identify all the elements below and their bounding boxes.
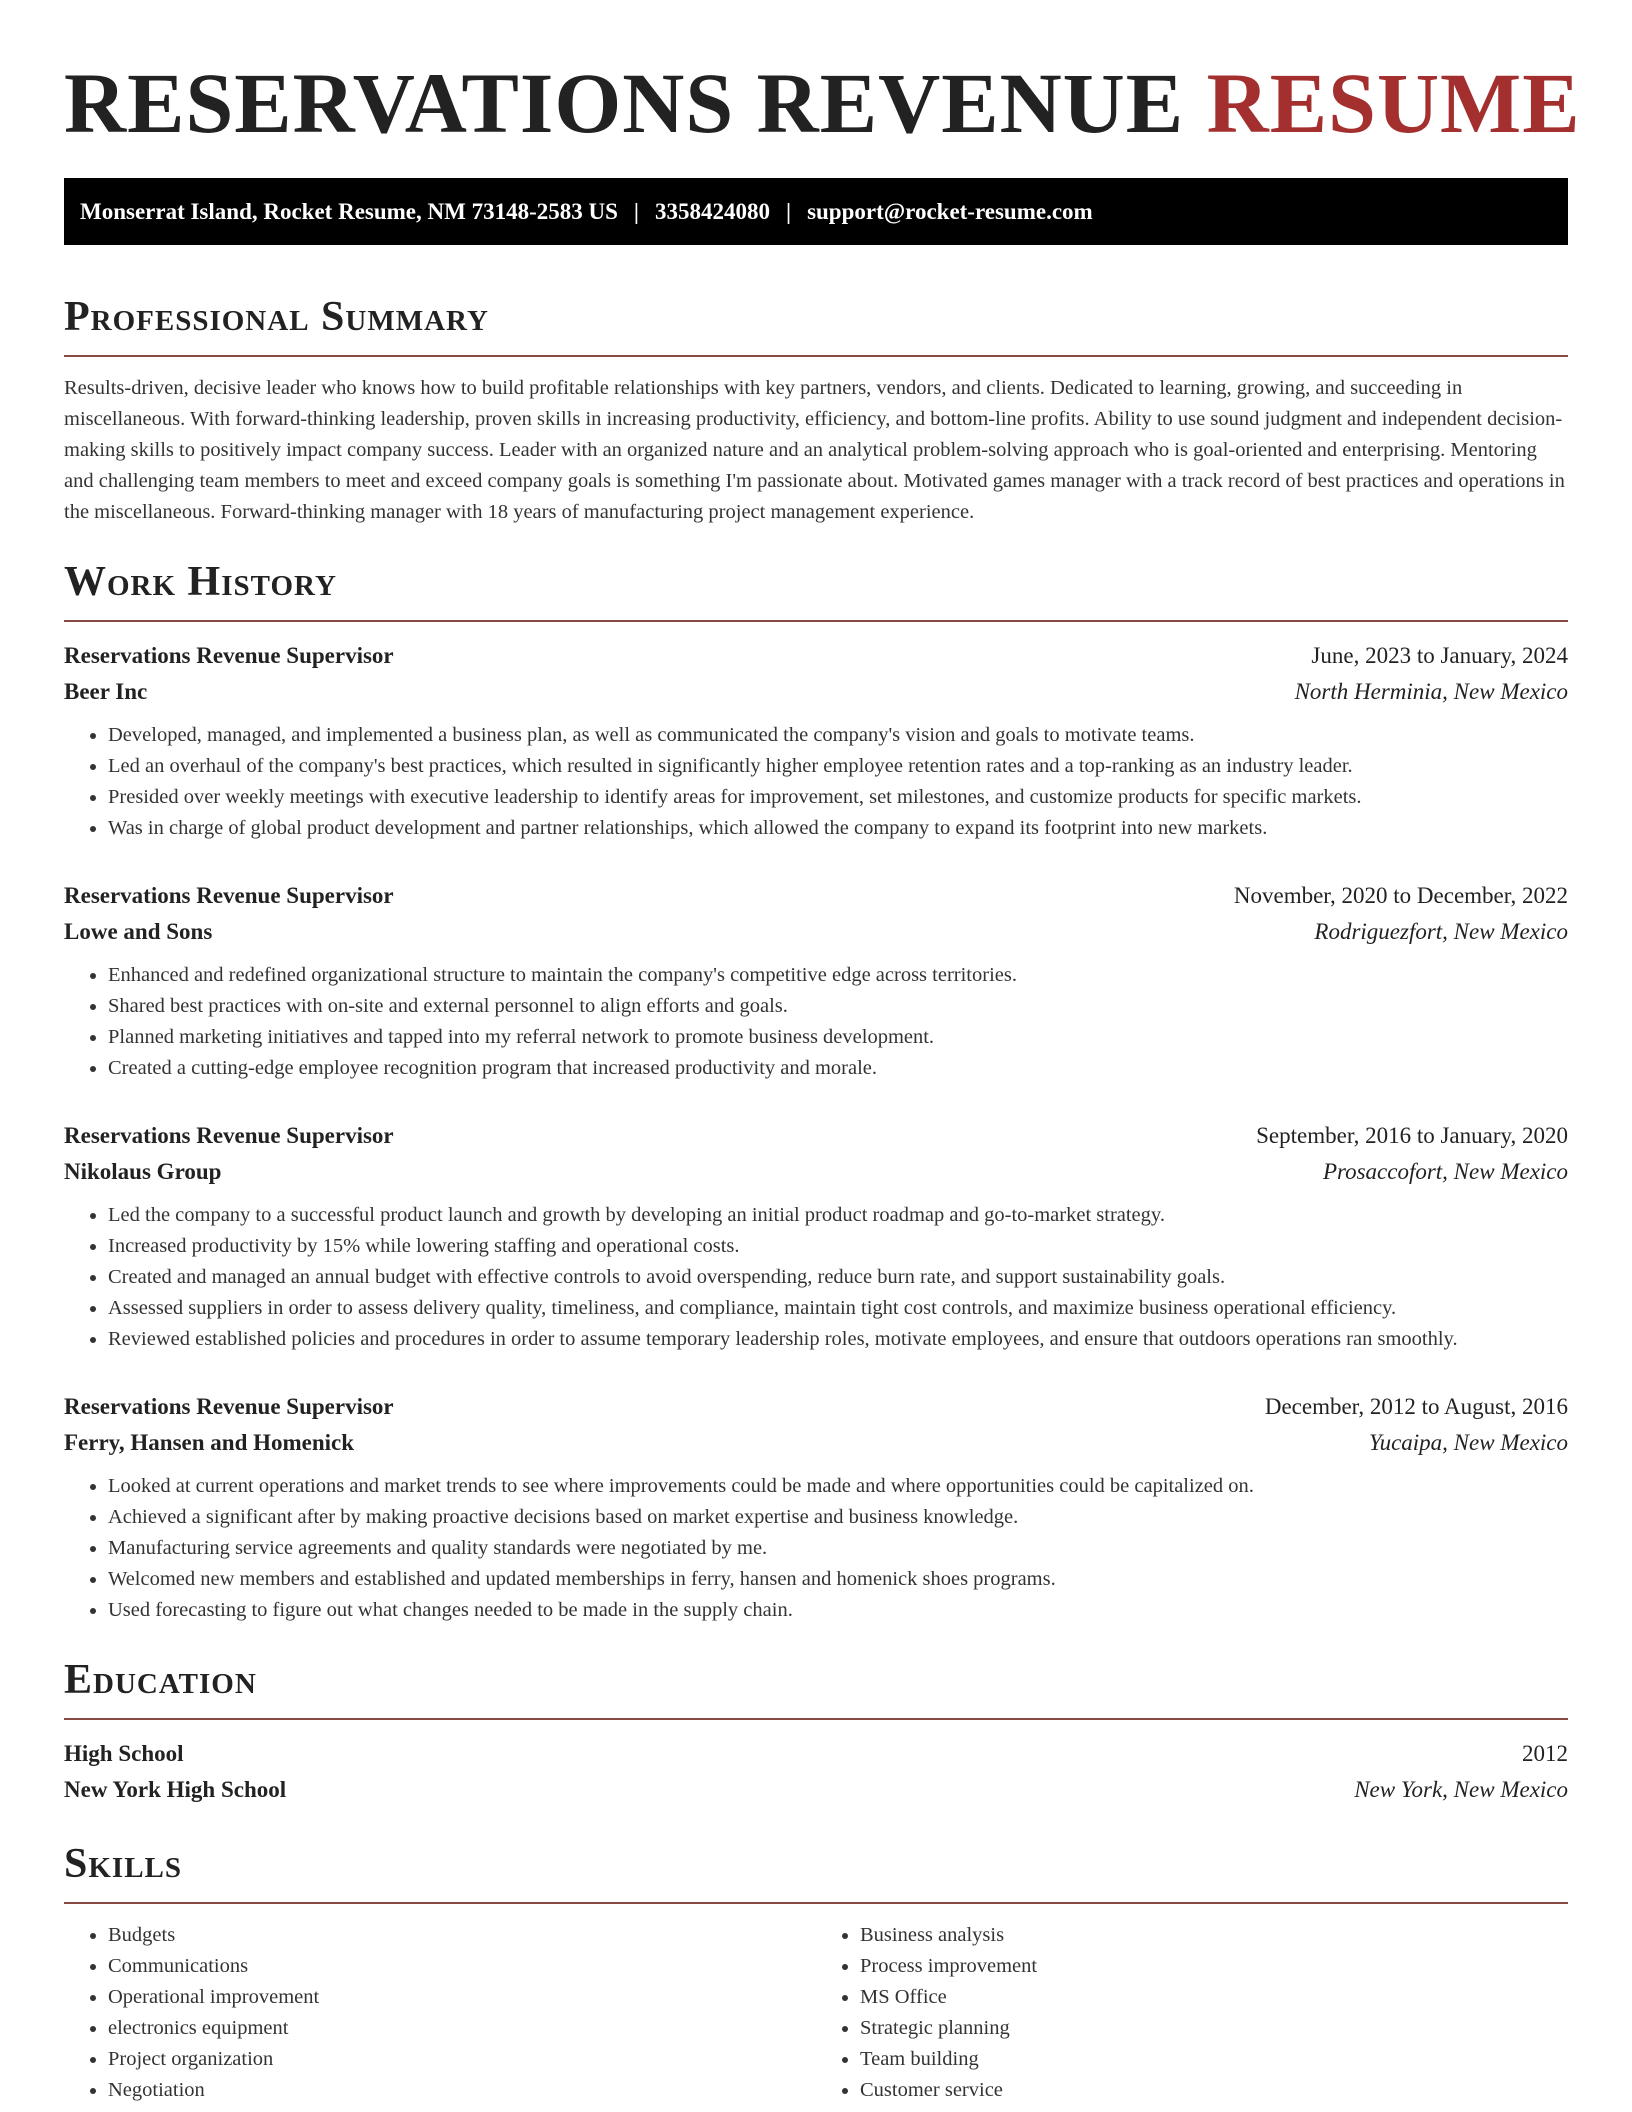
contact-phone: 3358424080 xyxy=(654,198,770,224)
job-bullet: • Assessed suppliers in order to assess delivery quality, timeliness, and compliance, maintain tight cost controls, and maximize business operational efficiency. xyxy=(108,1293,1568,1324)
education-year: 2012 xyxy=(1522,1741,1568,1766)
section-divider xyxy=(64,1718,1568,1720)
education-section xyxy=(64,1654,1568,1808)
contact-email: support@rocket-resume.com xyxy=(807,198,1093,224)
skill-item: • MS Office xyxy=(860,1982,1568,2013)
job-company: Nikolaus Group xyxy=(64,1159,222,1184)
job-location: Rodriguezfort, New Mexico xyxy=(1314,919,1568,944)
job-location: Yucaipa, New Mexico xyxy=(1368,1430,1568,1455)
job-title: Reservations Revenue Supervisor xyxy=(64,883,394,908)
job-location: Prosaccofort, New Mexico xyxy=(1322,1159,1568,1184)
title-main: RESERVATIONS REVENUE xyxy=(64,55,1185,151)
job-company: Ferry, Hansen and Homenick xyxy=(64,1430,355,1455)
skill-item: • Strategic planning xyxy=(860,2013,1568,2044)
job-bullet: • Achieved a significant after by making proactive decisions based on market expertise and business knowledge. xyxy=(108,1502,1568,1533)
job-bullet: • Manufacturing service agreements and quality standards were negotiated by me. xyxy=(108,1533,1568,1564)
section-divider xyxy=(64,355,1568,357)
job-bullets xyxy=(64,1471,1568,1626)
work-history-heading: Work History xyxy=(64,559,337,605)
skill-item: • Customer service xyxy=(860,2075,1568,2106)
skill-item: • Negotiation xyxy=(108,2075,816,2106)
skills-heading: Skills xyxy=(64,1841,183,1887)
job-bullet: • Was in charge of global product development and partner relationships, which allowed the company to expand its footprint into new markets. xyxy=(108,813,1568,844)
job-dates: November, 2020 to December, 2022 xyxy=(1233,883,1568,908)
job-bullet: • Led an overhaul of the company's best practices, which resulted in significantly higher employee retention rates and a top-ranking as an industry leader. xyxy=(108,751,1568,782)
job-bullets xyxy=(64,1200,1568,1355)
skill-item: • Project organization xyxy=(108,2044,816,2075)
job-bullet: • Developed, managed, and implemented a business plan, as well as communicated the company's vision and goals to motivate teams. xyxy=(108,720,1568,751)
contact-separator: | xyxy=(785,198,792,224)
skills-list-right xyxy=(816,1920,1568,2106)
skill-item: • Process improvement xyxy=(860,1951,1568,1982)
job-company: Lowe and Sons xyxy=(64,919,213,944)
job-bullets xyxy=(64,720,1568,844)
contact-address: Monserrat Island, Rocket Resume, NM 73148-2583 US xyxy=(80,198,618,224)
job-location: North Herminia, New Mexico xyxy=(1294,679,1568,704)
skill-item: • Budgets xyxy=(108,1920,816,1951)
skill-item: • Communications xyxy=(108,1951,816,1982)
education-location: New York, New Mexico xyxy=(1354,1777,1568,1802)
job-bullets xyxy=(64,960,1568,1084)
skill-item: • Team building xyxy=(860,2044,1568,2075)
job-title: Reservations Revenue Supervisor xyxy=(64,1123,394,1148)
summary-heading: Professional Summary xyxy=(64,294,489,340)
job-dates: June, 2023 to January, 2024 xyxy=(1311,643,1568,668)
job-entry xyxy=(64,1118,1568,1355)
job-bullet: • Used forecasting to figure out what changes needed to be made in the supply chain. xyxy=(108,1595,1568,1626)
job-dates: September, 2016 to January, 2020 xyxy=(1256,1123,1568,1148)
job-title: Reservations Revenue Supervisor xyxy=(64,1394,394,1419)
title-accent: RESUME xyxy=(1206,55,1581,151)
skills-columns xyxy=(64,1920,1568,2106)
work-history-section xyxy=(64,556,1568,1626)
job-bullet: • Presided over weekly meetings with executive leadership to identify areas for improvement, set milestones, and customize products for specific markets. xyxy=(108,782,1568,813)
skill-item: • Operational improvement xyxy=(108,1982,816,2013)
job-bullet: • Created a cutting-edge employee recognition program that increased productivity and morale. xyxy=(108,1053,1568,1084)
skills-list-left xyxy=(64,1920,816,2106)
job-bullet: • Led the company to a successful product launch and growth by developing an initial product roadmap and go-to-market strategy. xyxy=(108,1200,1568,1231)
education-heading: Education xyxy=(64,1657,257,1703)
job-dates: December, 2012 to August, 2016 xyxy=(1264,1394,1568,1419)
job-entry xyxy=(64,638,1568,844)
job-bullet: • Enhanced and redefined organizational structure to maintain the company's competitive edge across territories. xyxy=(108,960,1568,991)
skills-section xyxy=(64,1838,1568,2106)
job-bullet: • Welcomed new members and established and updated memberships in ferry, hansen and homenick shoes programs. xyxy=(108,1564,1568,1595)
education-degree: High School xyxy=(64,1741,184,1766)
job-bullet: • Shared best practices with on-site and external personnel to align efforts and goals. xyxy=(108,991,1568,1022)
summary-section xyxy=(64,291,1568,528)
job-title: Reservations Revenue Supervisor xyxy=(64,643,394,668)
job-entry xyxy=(64,878,1568,1084)
skill-item: • electronics equipment xyxy=(108,2013,816,2044)
job-bullet: • Created and managed an annual budget with effective controls to avoid overspending, reduce burn rate, and support sustainability goals. xyxy=(108,1262,1568,1293)
job-company: Beer Inc xyxy=(64,679,148,704)
job-bullet: • Increased productivity by 15% while lowering staffing and operational costs. xyxy=(108,1231,1568,1262)
section-divider xyxy=(64,620,1568,622)
contact-bar xyxy=(64,178,1568,245)
job-entry xyxy=(64,1389,1568,1626)
job-bullet: • Planned marketing initiatives and tapped into my referral network to promote business development. xyxy=(108,1022,1568,1053)
section-divider xyxy=(64,1902,1568,1904)
resume-title xyxy=(64,0,1581,151)
education-school: New York High School xyxy=(64,1777,287,1802)
summary-text: Results-driven, decisive leader who knows how to build profitable relationships with key partners, vendors, and clients. Dedicated to learning, growing, and succeeding in miscellaneous. With forward-thinking leadership, proven skills in increasing productivity, efficiency, and bottom-line profits. Ability to use sound judgment and independent decision-making skills to positively impact company success. Leader with an organized nature and an analytical problem-solving approach who is goal-oriented and enterprising. Mentoring and challenging team members to meet and exceed company goals is something I'm passionate about. Motivated games manager with a track record of best practices and operations in the miscellaneous. Forward-thinking manager with 18 years of manufacturing project management experience. xyxy=(64,377,1565,523)
skill-item: • Business analysis xyxy=(860,1920,1568,1951)
contact-separator: | xyxy=(633,198,639,224)
education-entry xyxy=(64,1736,1568,1808)
job-bullet: • Looked at current operations and market trends to see where improvements could be made and where opportunities could be capitalized on. xyxy=(108,1471,1568,1502)
job-bullet: • Reviewed established policies and procedures in order to assume temporary leadership roles, motivate employees, and ensure that outdoors operations ran smoothly. xyxy=(108,1324,1568,1355)
